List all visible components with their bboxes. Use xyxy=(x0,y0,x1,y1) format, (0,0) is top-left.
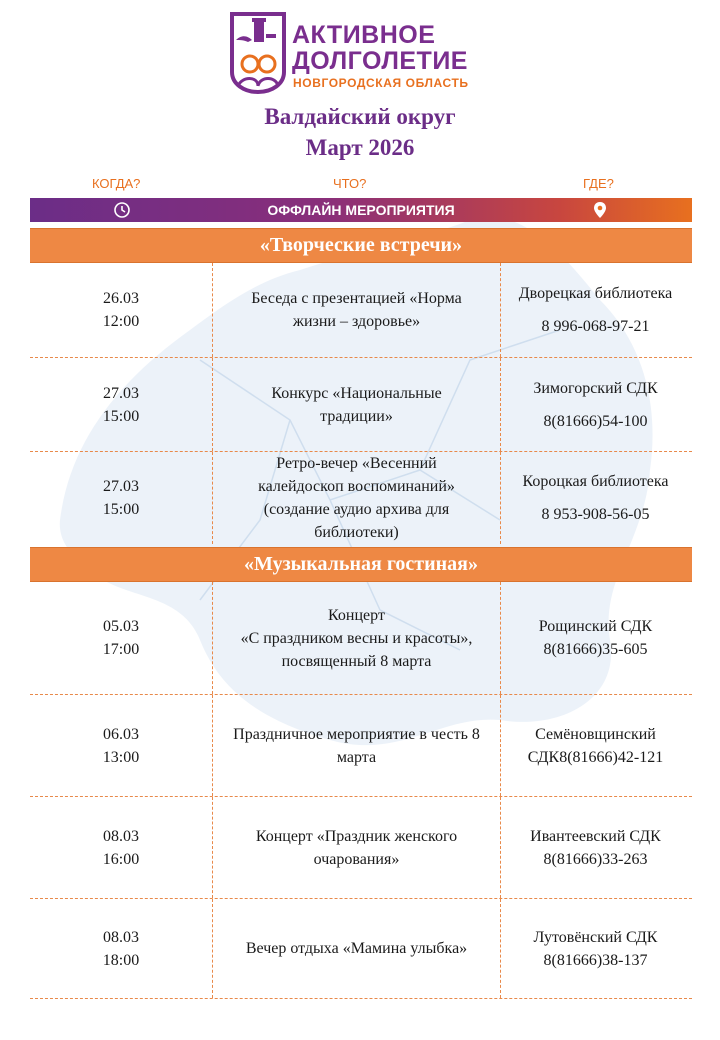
event-date-cell xyxy=(30,797,212,898)
event-date-cell xyxy=(30,452,212,544)
event-phone: 8 953-908-56-05 xyxy=(541,506,650,523)
logo-title-line2: ДОЛГОЛЕТИЕ xyxy=(292,47,468,75)
section-title-music-lounge: «Музыкальная гостиная» xyxy=(30,547,692,582)
event-venue-cell xyxy=(499,263,692,357)
table-row xyxy=(30,899,692,999)
where-heading: ГДЕ? xyxy=(583,176,614,191)
event-description-line: Концерт xyxy=(328,606,385,624)
event-date: 27.03 xyxy=(103,478,139,495)
event-date: 08.03 xyxy=(103,827,139,845)
event-venue: Ивантеевский СДК xyxy=(530,827,661,845)
event-venue-cell xyxy=(499,899,692,998)
event-time: 15:00 xyxy=(102,407,140,425)
event-phone: 8(81666)35-605 xyxy=(543,641,648,658)
event-description-cell xyxy=(212,452,501,544)
event-description-cell xyxy=(212,899,501,998)
event-description-cell xyxy=(212,695,501,796)
event-description-line: традиции» xyxy=(320,407,393,425)
event-description-line: Концерт «Праздник женского xyxy=(255,827,458,845)
event-description-line: калейдоскоп воспоминаний» xyxy=(258,478,455,495)
table-row xyxy=(30,263,692,358)
event-description-line: библиотеки) xyxy=(314,524,399,541)
table-row xyxy=(30,582,692,695)
event-phone: 8(81666)33-263 xyxy=(543,850,648,868)
event-description-line: Праздничное мероприятие в честь 8 xyxy=(233,725,480,743)
event-description-line: Вечер отдыха «Мамина улыбка» xyxy=(245,940,468,957)
event-description-line: Беседа с презентацией «Норма xyxy=(251,290,462,307)
event-date: 26.03 xyxy=(103,290,139,307)
logo-subtitle: НОВГОРОДСКАЯ ОБЛАСТЬ xyxy=(293,76,469,90)
event-description-line: посвященный 8 марта xyxy=(281,652,432,670)
when-heading: КОГДА? xyxy=(92,176,141,191)
event-phone: СДК8(81666)42-121 xyxy=(527,748,664,766)
event-phone: 8 996-068-97-21 xyxy=(541,318,650,335)
table-row xyxy=(30,452,692,544)
event-date: 27.03 xyxy=(103,384,139,402)
event-venue: Рощинский СДК xyxy=(538,618,653,635)
what-heading: ЧТО? xyxy=(333,176,367,191)
logo xyxy=(228,10,498,96)
event-phone: 8(81666)38-137 xyxy=(543,951,648,969)
district-title: Валдайский округ xyxy=(264,104,456,129)
event-description-cell xyxy=(212,582,501,694)
event-venue-cell xyxy=(499,582,692,694)
event-description-line: марта xyxy=(336,748,377,766)
event-description-cell xyxy=(212,263,501,357)
event-venue: Лутовёнский СДК xyxy=(533,928,658,946)
banner-label: ОФФЛАЙН МЕРОПРИЯТИЯ xyxy=(267,202,455,218)
event-venue-cell xyxy=(499,695,692,796)
event-date: 06.03 xyxy=(103,725,139,743)
event-venue: Дворецкая библиотека xyxy=(518,285,673,302)
active-longevity-emblem xyxy=(228,10,288,94)
event-venue-cell xyxy=(499,452,692,544)
event-date-cell xyxy=(30,582,212,694)
offline-events-banner xyxy=(30,198,692,222)
event-date: 08.03 xyxy=(103,928,139,946)
event-date-cell xyxy=(30,899,212,998)
month-title: Март 2026 xyxy=(305,135,415,160)
event-description-cell xyxy=(212,358,501,451)
event-description-line: «С праздником весны и красоты», xyxy=(240,629,473,647)
event-description-line: очарования» xyxy=(313,850,400,868)
event-phone: 8(81666)54-100 xyxy=(543,412,648,430)
event-time: 18:00 xyxy=(102,951,140,969)
event-date: 05.03 xyxy=(103,618,139,635)
event-description-cell xyxy=(212,797,501,898)
event-description-line: (создание аудио архива для xyxy=(263,501,450,518)
event-description-line: Ретро-вечер «Весенний xyxy=(276,455,437,472)
event-date-cell xyxy=(30,695,212,796)
event-description-line: жизни – здоровье» xyxy=(292,313,421,330)
event-description-line: Конкурс «Национальные xyxy=(271,384,442,402)
logo-title-line1: АКТИВНОЕ xyxy=(292,21,436,49)
table-row xyxy=(30,797,692,899)
event-venue-cell xyxy=(499,797,692,898)
event-date-cell xyxy=(30,263,212,357)
event-time: 12:00 xyxy=(102,313,140,330)
table-row xyxy=(30,695,692,797)
event-time: 13:00 xyxy=(102,748,140,766)
event-time: 17:00 xyxy=(102,641,140,658)
section-title-creative-meetings: «Творческие встречи» xyxy=(30,228,692,263)
event-date-cell xyxy=(30,358,212,451)
event-venue: Зимогорский СДК xyxy=(533,379,658,397)
event-venue-cell xyxy=(499,358,692,451)
event-time: 16:00 xyxy=(102,850,140,868)
location-pin-icon xyxy=(592,201,608,219)
table-row xyxy=(30,358,692,452)
event-time: 15:00 xyxy=(102,501,140,518)
event-venue: Короцкая библиотека xyxy=(522,473,669,490)
column-headings xyxy=(30,176,692,194)
event-venue: Семёновщинский xyxy=(535,725,656,743)
